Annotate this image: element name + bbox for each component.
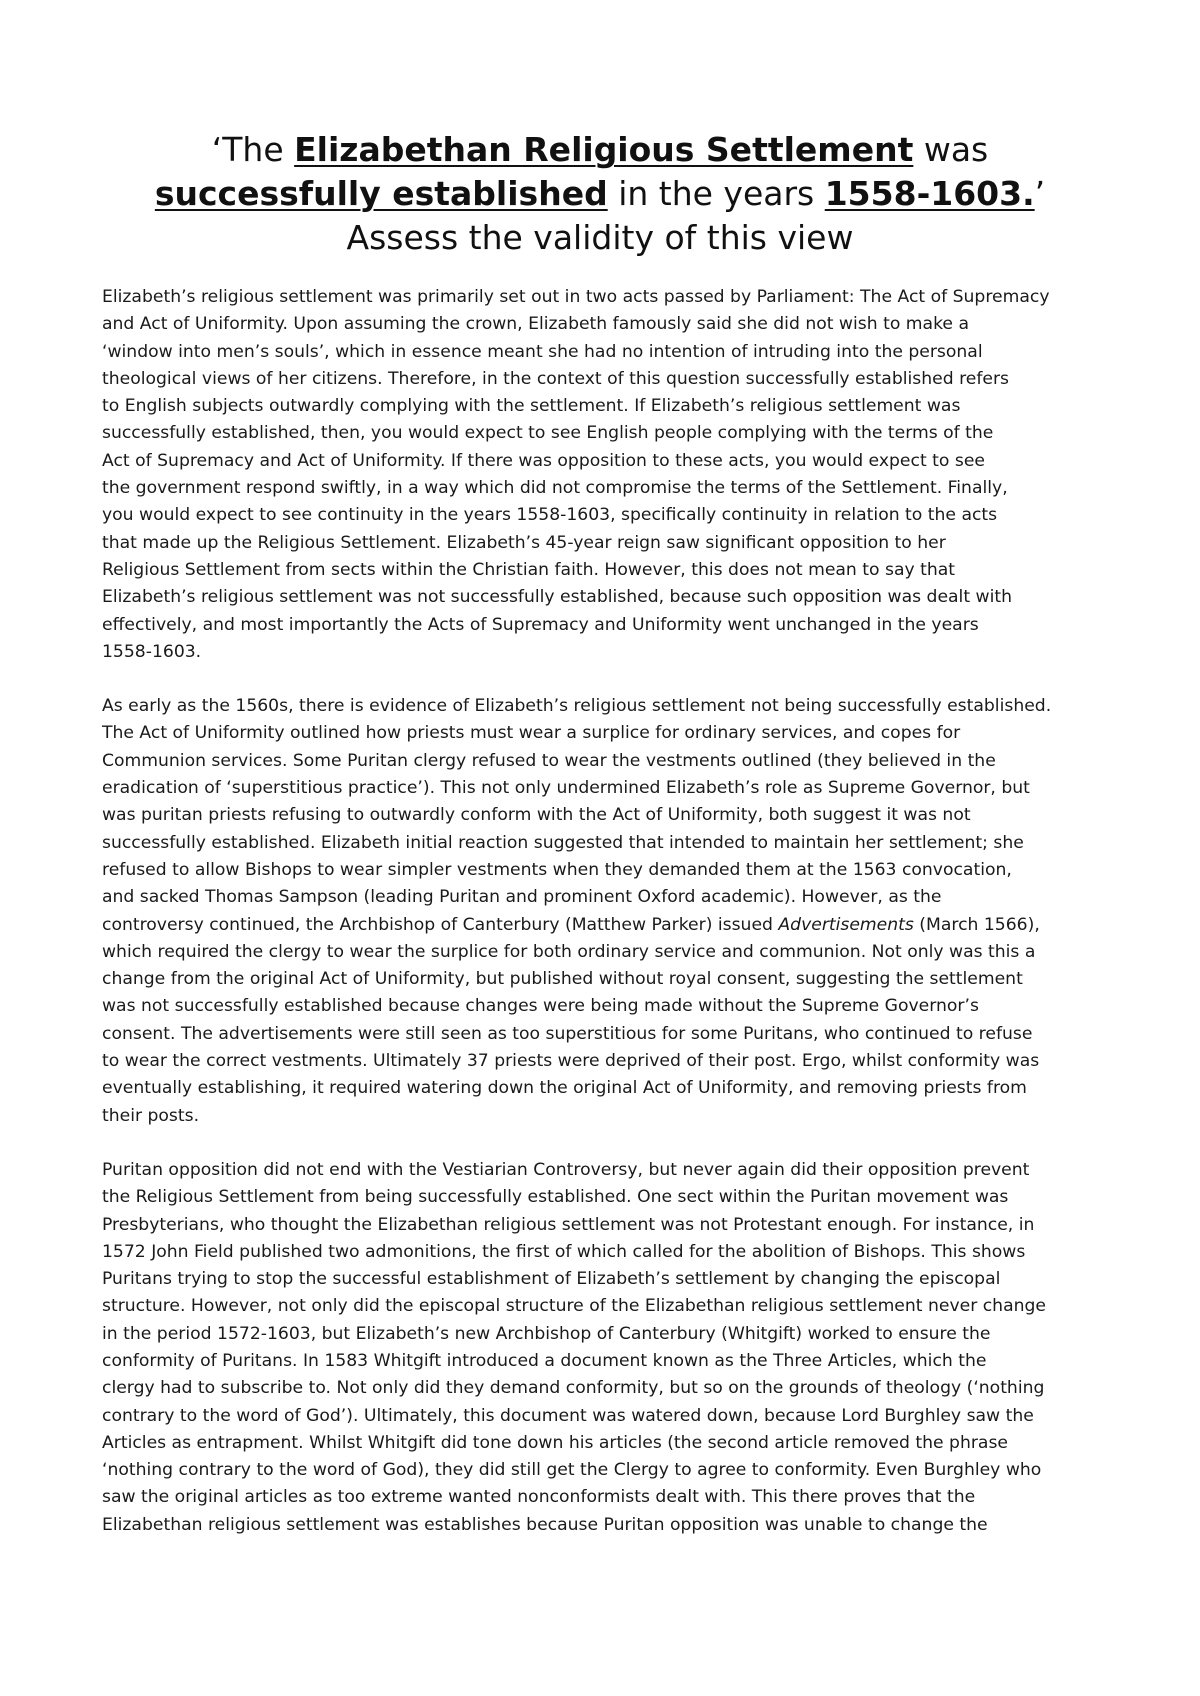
text-line: consent. The advertisements were still seen as too superstitious for some Puritans, who continued to refuse — [102, 1023, 1033, 1044]
text-segment: controversy continued, the Archbishop of Canterbury (Matthew Parker) issued — [102, 914, 779, 935]
text-line: The Act of Uniformity outlined how priests must wear a surplice for ordinary services, and copes for — [102, 723, 961, 744]
text-line: was not successfully established because changes were being made without the Supreme Governor’s — [102, 996, 979, 1017]
text-line: effectively, and most importantly the Acts of Supremacy and Uniformity went unchanged in the years — [102, 614, 979, 635]
paragraph-2 — [102, 693, 1107, 1130]
text-line: the Religious Settlement from being successfully established. One sect within the Puritan movement was — [102, 1187, 1009, 1208]
text-line: eradication of ‘superstitious practice’). This not only undermined Elizabeth’s role as Supreme Governor, but — [102, 778, 1030, 799]
title-emphasis: successfully established — [154, 174, 608, 213]
title-emphasis: Elizabethan Religious Settlement — [294, 130, 914, 169]
text-line: contrary to the word of God’). Ultimately, this document was watered down, because Lord Burghley saw the — [102, 1405, 1034, 1426]
text-line: conformity of Puritans. In 1583 Whitgift introduced a document known as the Three Articles, which the — [102, 1350, 987, 1371]
title-text: was — [913, 130, 989, 169]
text-segment: (March 1566), — [913, 914, 1040, 935]
text-line: Act of Supremacy and Act of Uniformity. If there was opposition to these acts, you would expect to see — [102, 450, 985, 471]
title-line-3: Assess the validity of this view — [346, 218, 854, 257]
title-text: ‘The — [211, 130, 295, 169]
text-line: ‘nothing contrary to the word of God), they did still get the Clergy to agree to conformity. Even Burghley who — [102, 1460, 1042, 1481]
text-line: clergy had to subscribe to. Not only did they demand conformity, but so on the grounds of theology (‘nothing — [102, 1378, 1045, 1399]
text-line: which required the clergy to wear the surplice for both ordinary service and communion. Not only was this a — [102, 941, 1036, 962]
text-line: and sacked Thomas Sampson (leading Puritan and prominent Oxford academic). However, as the — [102, 887, 942, 908]
paragraph-3 — [102, 1157, 1107, 1539]
text-line: successfully established, then, you would expect to see English people complying with the terms of the — [102, 423, 994, 444]
title-line-2 — [100, 172, 1100, 216]
essay-body — [102, 284, 1107, 1566]
text-line: structure. However, not only did the episcopal structure of the Elizabethan religious settlement never change — [102, 1296, 1046, 1317]
title-emphasis: 1558-1603. — [824, 174, 1035, 213]
essay-title — [100, 128, 1100, 260]
text-line: saw the original articles as too extreme wanted nonconformists dealt with. This there proves that the — [102, 1487, 976, 1508]
italic-title: Advertisements — [778, 914, 914, 935]
text-line: you would expect to see continuity in the years 1558-1603, specifically continuity in relation to the acts — [102, 505, 998, 526]
text-line: Puritans trying to stop the successful establishment of Elizabeth’s settlement by changing the episcopal — [102, 1269, 1001, 1290]
text-line: Elizabethan religious settlement was establishes because Puritan opposition was unable to change the — [102, 1514, 988, 1535]
text-line: the government respond swiftly, in a way which did not compromise the terms of the Settlement. Finally, — [102, 478, 1008, 499]
text-line: eventually establishing, it required watering down the original Act of Uniformity, and removing priests from — [102, 1078, 1027, 1099]
title-line-1 — [100, 128, 1100, 172]
text-line: Religious Settlement from sects within the Christian faith. However, this does not mean to say that — [102, 559, 956, 580]
text-line: Elizabeth’s religious settlement was not successfully established, because such opposition was dealt with — [102, 587, 1012, 608]
text-line: As early as the 1560s, there is evidence of Elizabeth’s religious settlement not being successfully established. — [102, 696, 1052, 717]
text-line: their posts. — [102, 1105, 200, 1126]
text-line: to wear the correct vestments. Ultimately 37 priests were deprived of their post. Ergo, whilst conformity was — [102, 1051, 1040, 1072]
text-line: 1558-1603. — [102, 641, 202, 662]
paragraph-1 — [102, 284, 1107, 666]
text-line: that made up the Religious Settlement. Elizabeth’s 45-year reign saw significant opposition to her — [102, 532, 946, 553]
text-line: Puritan opposition did not end with the Vestiarian Controversy, but never again did their opposition prevent — [102, 1159, 1030, 1180]
text-line: theological views of her citizens. Therefore, in the context of this question successfully established refers — [102, 368, 1009, 389]
text-line: in the period 1572-1603, but Elizabeth’s new Archbishop of Canterbury (Whitgift) worked to ensure the — [102, 1323, 991, 1344]
title-text: ’ — [1034, 174, 1046, 213]
text-line: Articles as entrapment. Whilst Whitgift did tone down his articles (the second article removed the phrase — [102, 1432, 1008, 1453]
text-line: 1572 John Field published two admonitions, the first of which called for the abolition of Bishops. This shows — [102, 1241, 1026, 1262]
text-line: ‘window into men’s souls’, which in essence meant she had no intention of intruding into the personal — [102, 341, 983, 362]
text-line — [102, 912, 1107, 939]
text-line: Communion services. Some Puritan clergy refused to wear the vestments outlined (they believed in the — [102, 750, 996, 771]
text-line: change from the original Act of Uniformity, but published without royal consent, suggesting the settlement — [102, 969, 1023, 990]
text-line: and Act of Uniformity. Upon assuming the crown, Elizabeth famously said she did not wish to make a — [102, 314, 969, 335]
text-line: Elizabeth’s religious settlement was primarily set out in two acts passed by Parliament: The Act of Supremacy — [102, 287, 1050, 307]
text-line: was puritan priests refusing to outwardly conform with the Act of Uniformity, both suggest it was not — [102, 805, 971, 826]
title-text: in the years — [607, 174, 825, 213]
text-line: Presbyterians, who thought the Elizabethan religious settlement was not Protestant enough. For instance, in — [102, 1214, 1035, 1235]
text-line: successfully established. Elizabeth initial reaction suggested that intended to maintain her settlement; she — [102, 832, 1024, 853]
text-line: to English subjects outwardly complying with the settlement. If Elizabeth’s religious settlement was — [102, 396, 961, 417]
text-line: refused to allow Bishops to wear simpler vestments when they demanded them at the 1563 convocation, — [102, 859, 1012, 880]
